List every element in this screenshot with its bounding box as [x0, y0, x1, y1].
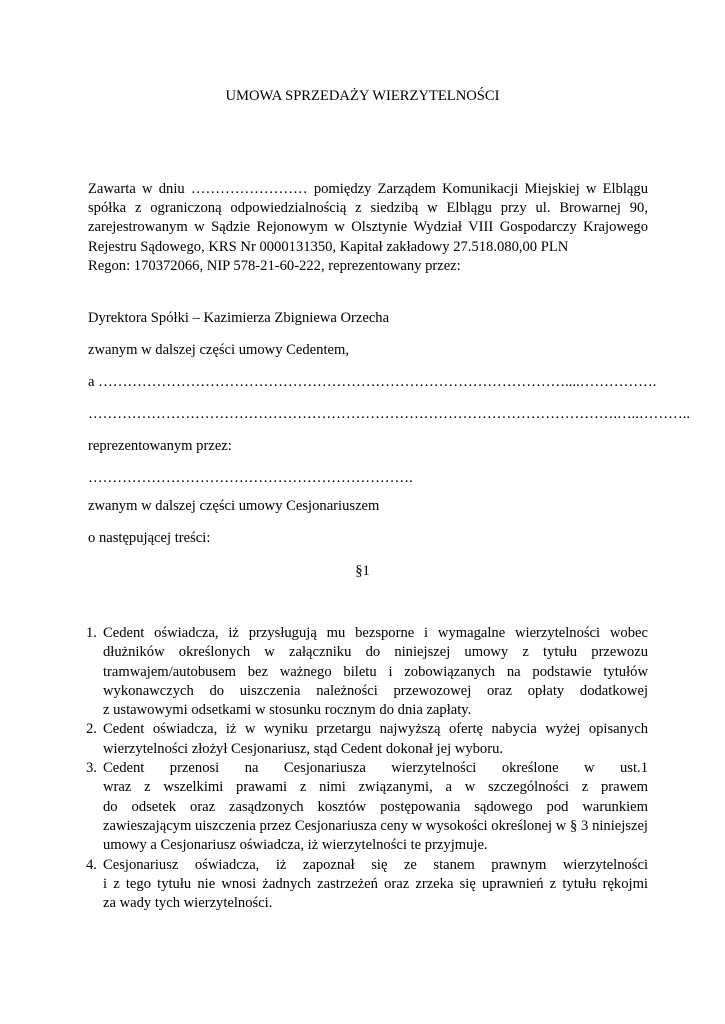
list-item-number: 3.	[86, 760, 97, 777]
list-item-line: Cesjonariusz oświadcza, iż zapoznał się ze stanem prawnym wierzytelności	[103, 856, 648, 873]
list-item-line: za wady tych wierzytelności.	[103, 895, 273, 912]
party-a-line: a ……………………………………………………………………………………....…………….	[88, 374, 657, 390]
list-item	[88, 624, 648, 720]
list-item-line: do odsetek oraz zasądzonych kosztów postępowania sądowego pod warunkiem	[103, 798, 648, 815]
intro-line: Regon: 170372066, NIP 578-21-60-222, reprezentowany przez:	[88, 257, 461, 274]
cesjonariusz-clause: zwanym w dalszej części umowy Cesjonariuszem	[88, 498, 380, 514]
intro-line: Rejestru Sądowego, KRS Nr 0000131350, Kapitał zakładowy 27.518.080,00 PLN	[88, 238, 569, 255]
section-mark: §1	[355, 563, 370, 579]
list-item-line: umowy a Cesjonariusz oświadcza, iż wierzytelności te przyjmuje.	[103, 837, 488, 854]
list-item-number: 1.	[86, 625, 97, 641]
list-item-number: 4.	[86, 856, 97, 873]
represented-by-label: reprezentowanym przez:	[88, 438, 232, 454]
list-item-line: i z tego tytułu nie wnosi żadnych zastrzeżeń oraz zrzeka się uprawnień z tytułu rękojmi	[103, 875, 648, 892]
represented-by-dots: ………………………………………………………….	[88, 470, 413, 486]
list-item-line: tramwajem/autobusem bez ważnego biletu i zobowiązanych na podstawie tytułów	[103, 663, 648, 680]
cedent-clause: zwanym w dalszej części umowy Cedentem,	[88, 342, 349, 358]
list-item	[88, 720, 648, 759]
list-item-line: dłużników określonych w załączniku do niniejszej umowy z tytułu przewozu	[103, 644, 648, 661]
document-title: UMOWA SPRZEDAŻY WIERZYTELNOŚCI	[225, 88, 500, 104]
list-item-line: wraz z wszelkimi prawami z nimi związanymi, a w szczególności z prawem	[103, 779, 648, 796]
list-item-line: Cedent oświadcza, iż przysługują mu bezsporne i wymagalne wierzytelności wobec	[103, 625, 648, 641]
following-content-label: o następującej treści:	[88, 530, 211, 546]
intro-paragraph	[88, 180, 648, 276]
list-item	[88, 759, 648, 855]
clauses-list	[88, 624, 648, 913]
list-item-line: wierzytelności złożył Cesjonariusz, stąd Cedent dokonał jej wyboru.	[103, 740, 504, 757]
representative-line: Dyrektora Spółki – Kazimierza Zbigniewa Orzecha	[88, 310, 390, 326]
list-item	[88, 856, 648, 914]
list-item-line: Cedent przenosi na Cesjonariusza wierzytelności określone w ust.1	[103, 760, 648, 777]
intro-line: spółka z ograniczoną odpowiedzialnością z siedzibą w Elblągu przy ul. Browarnej 90,	[88, 200, 648, 217]
party-a-line-continued: ……………………………………………………………………………………………….…..………..	[88, 406, 690, 422]
list-item-line: zawieszającym uiszczenia przez Cesjonariusza ceny w wysokości określonej w § 3 niniejszej	[103, 817, 648, 834]
list-item-line: z ustawowymi odsetkami w stosunku rocznym do dnia zapłaty.	[103, 702, 472, 719]
list-item-number: 2.	[86, 721, 97, 738]
intro-line: Zawarta w dniu …………………… pomiędzy Zarządem Komunikacji Miejskiej w Elblągu	[88, 181, 648, 197]
list-item-line: wykonawczych do uiszczenia należności przewozowej oraz opłaty dodatkowej	[103, 682, 648, 699]
list-item-line: Cedent oświadcza, iż w wyniku przetargu najwyższą ofertę nabycia wyżej opisanych	[103, 721, 648, 738]
intro-line: zarejestrowanym w Sądzie Rejonowym w Olsztynie Wydział VIII Gospodarczy Krajowego	[88, 219, 648, 236]
